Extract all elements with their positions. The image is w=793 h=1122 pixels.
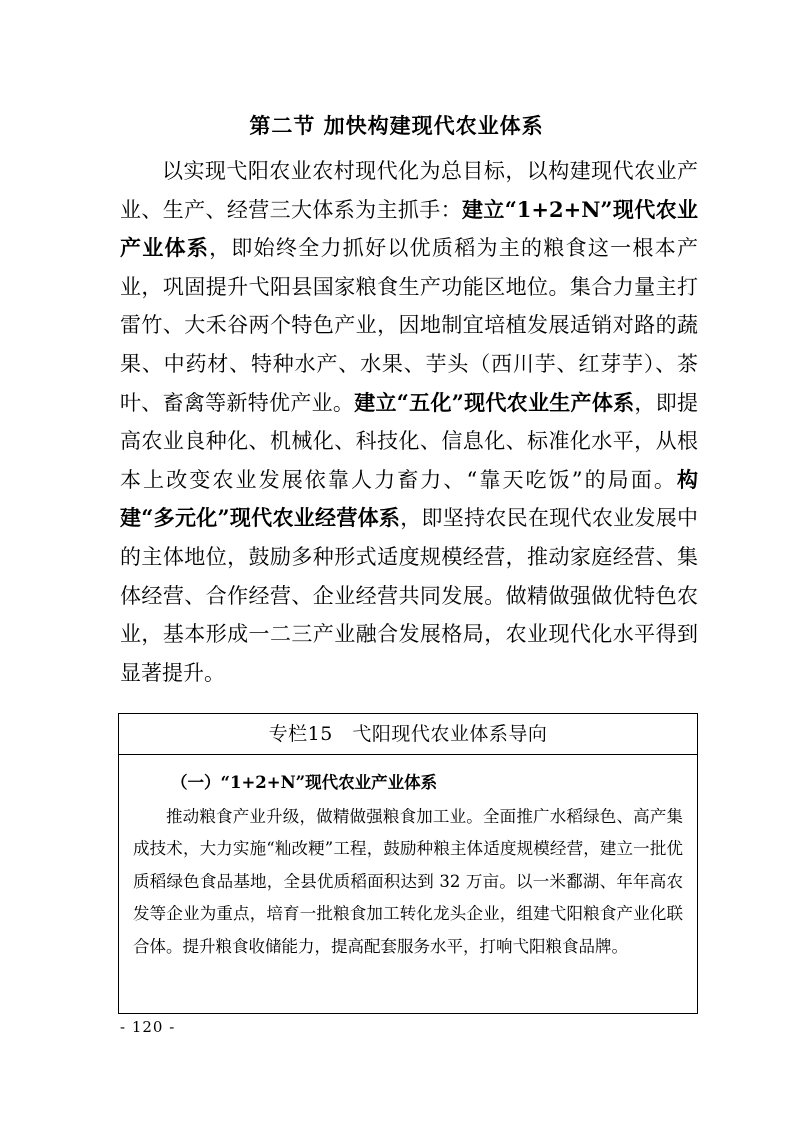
paragraph-bold-2: 建立“五化”现代农业生产体系	[354, 389, 635, 415]
paragraph-bold-3: 构建“多元化”现代农业经营体系	[120, 466, 698, 531]
body-paragraph	[120, 152, 698, 692]
box-subtitle: （一）“1+2+N”现代农业产业体系	[171, 773, 438, 792]
paragraph-text-1: 以实现弋阳农业农村现代化为总目标，以构建现代农业产业、生产、经营三大体系为主抓手：	[120, 159, 698, 222]
paragraph-text-3: ，即提高农业良种化、机械化、科技化、信息化、标准化水平，从根本上改变农业发展依靠人力畜力、“靠天吃饭”的局面。	[120, 390, 699, 492]
section-title: 第二节 加快构建现代农业体系	[249, 113, 544, 138]
paragraph-text-4: ，即坚持农民在现代农业发展中的主体地位，鼓励多种形式适度规模经营，推动家庭经营、集体经营、合作经营、企业经营共同发展。做精做强做优特色农业，基本形成一二三产业融合发展格局，农业现代化水平得到显著提升。	[120, 506, 698, 685]
page-number: - 120 -	[120, 1018, 176, 1036]
column-box	[118, 713, 698, 1014]
paragraph-bold-1: 建立“1+2+N”现代农业产业体系	[120, 196, 698, 261]
box-title: 专栏15 弋阳现代农业体系导向	[119, 714, 697, 755]
paragraph-text-2: ，即始终全力抓好以优质稻为主的粮食这一根本产业，巩固提升弋阳县国家粮食生产功能区地位。集合力量主打雷竹、大禾谷两个特色产业，因地制宜培植发展适销对路的蔬果、中药材、特种水产、水果、芋头（西川芋、红芽芋）、茶叶、畜禽等新特优产业。	[120, 236, 699, 415]
box-text: 推动粮食产业升级，做精做强粮食加工业。全面推广水稻绿色、高产集成技术，大力实施“籼改粳”工程，鼓励种粮主体适度规模经营，建立一批优质稻绿色食品基地，全县优质稻面积达到 32 万亩。以一米鄱湖、年年高农发等企业为重点，培育一批粮食加工转化龙头企业，组建弋阳粮食产业化联合体。提升粮食收储能力，提高配套服务水平，打响弋阳粮食品牌。	[133, 807, 683, 956]
